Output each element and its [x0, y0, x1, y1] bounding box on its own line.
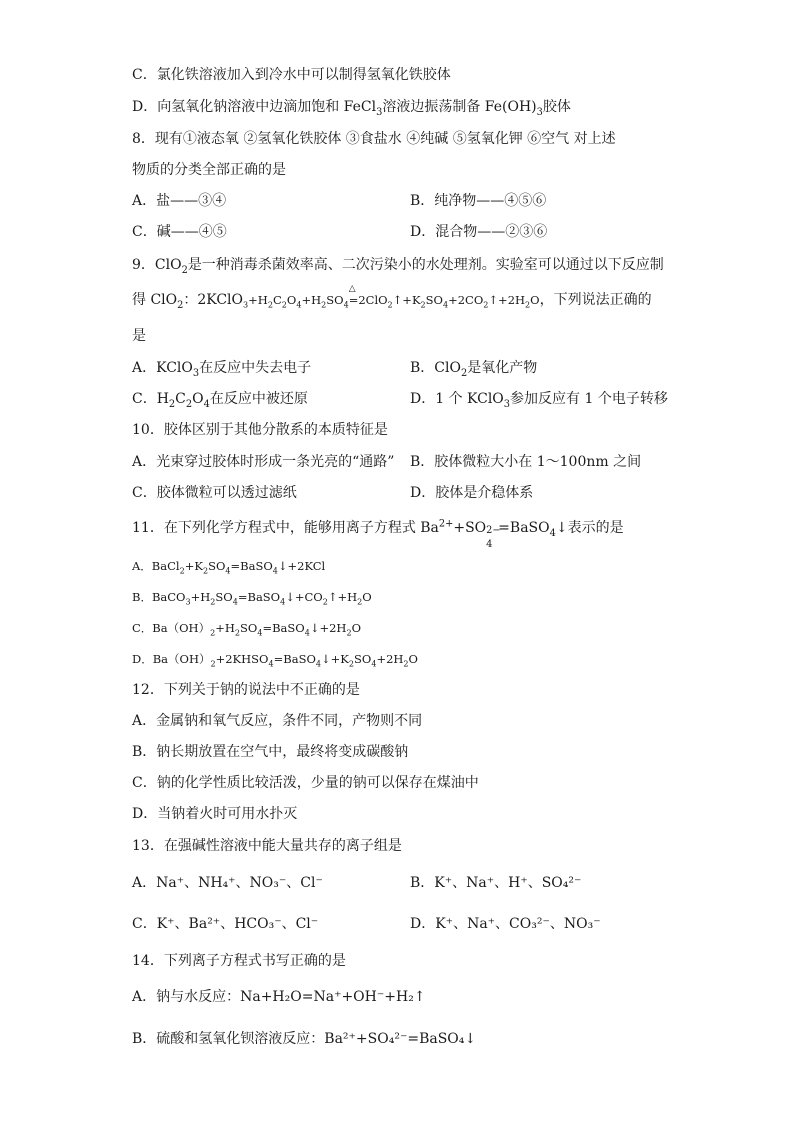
q9-s1sub: 2: [181, 264, 188, 276]
q9-a2: 3: [192, 367, 200, 379]
q11d-9: 4: [371, 659, 377, 669]
eq-t5: 2: [281, 300, 287, 310]
eq-t1: 3: [243, 300, 249, 310]
q13-option-c: C．K⁺、Ba²⁺、HCO₃⁻、Cl⁻: [132, 916, 319, 932]
q11d-10: +2H: [376, 652, 404, 666]
q10-stem: 10．胶体区别于其他分散系的本质特征是: [132, 422, 388, 438]
q11d-7: 2: [348, 659, 354, 669]
q11d-3: 4: [268, 659, 274, 669]
q9-c7: 在反应中被还原: [209, 391, 308, 407]
q9-c1: C．H: [132, 391, 169, 407]
eq-t11: 4: [343, 300, 349, 310]
q9-option-d: [410, 390, 668, 408]
q13-option-d: D．K⁺、Na⁺、CO₃²⁻、NO₃⁻: [410, 916, 601, 932]
q11b-6: =BaSO: [237, 590, 281, 604]
q8-option-d: D．混合物——②③⑥: [410, 224, 548, 240]
q12-stem: 12．下列关于钠的说法中不正确的是: [132, 682, 360, 698]
q11c-0: C．Ba（OH）: [132, 621, 211, 635]
q11a-7: 4: [272, 566, 278, 576]
q11a-6: =BaSO: [230, 559, 273, 573]
q11a-1: 2: [179, 566, 185, 576]
q11b-12: O: [362, 590, 372, 604]
q9-s2b: ：2KClO: [183, 292, 244, 308]
eq-t12: =2ClO: [348, 293, 388, 307]
q11b-9: 2: [322, 597, 328, 607]
q11b-8: ↓+CO: [285, 590, 323, 604]
q11b-7: 4: [280, 597, 286, 607]
eq-t20: ↑+2H: [488, 293, 526, 307]
q9-b1: B．ClO: [410, 360, 461, 376]
q7-d-sub2: 3: [536, 106, 543, 118]
q11d-6: ↓+K: [321, 652, 349, 666]
eq-t2: +H: [248, 293, 268, 307]
q11a-4: SO: [208, 559, 226, 573]
eq-t4: C: [272, 293, 282, 307]
q9-d1: D．1 个 KClO: [410, 391, 504, 407]
eq-t18: +2CO: [448, 293, 484, 307]
q8-option-a: A．盐——③④: [132, 193, 227, 209]
q11b-0: B．BaCO: [132, 590, 186, 604]
q11-option-b: [132, 588, 372, 606]
q11d-2: +2KHSO: [215, 652, 269, 666]
q11c-2: +H: [215, 621, 235, 635]
q9-c4: 2: [185, 398, 193, 410]
q11-option-a: [132, 557, 325, 575]
q11a-3: 2: [202, 566, 209, 576]
q9-stem-line1: [132, 256, 664, 274]
q9-a3: 在反应中失去电子: [199, 360, 312, 376]
q11-s2: 2+: [438, 518, 454, 530]
q11a-2: +K: [184, 559, 203, 573]
q9-s1a: 9．ClO: [132, 257, 182, 273]
q10-option-a: A．光束穿过胶体时形成一条光亮的“通路”: [132, 454, 395, 470]
eq-t21: 2: [525, 300, 531, 310]
q11c-8: ↓+2H: [309, 621, 347, 635]
eq-t8: +H: [301, 293, 322, 307]
q9-b3: 是氧化产物: [467, 360, 538, 376]
q14-stem: 14．下列离子方程式书写正确的是: [132, 953, 346, 969]
eq-t19: 2: [483, 300, 489, 310]
q10-option-b: B．胶体微粒大小在 1～100nm 之间: [410, 454, 642, 470]
q11b-4: SO: [215, 590, 233, 604]
q11a-0: A．BaCl: [132, 559, 180, 573]
q9-b2: 2: [460, 367, 468, 379]
q9-s2sub: 2: [177, 299, 184, 311]
q10-option-d: D．胶体是介稳体系: [410, 485, 534, 501]
q9-stem-line2: [132, 291, 652, 309]
eq-t3: 2: [267, 300, 273, 310]
q12-option-a: A．金属钠和氧气反应，条件不同，产物则不同: [132, 713, 423, 729]
q11d-4: =BaSO: [273, 652, 316, 666]
q11d-11: 2: [403, 659, 409, 669]
q11-s6: =BaSO: [498, 520, 550, 536]
q9-s1b: 是一种消毒杀菌效率高、二次污染小的水处理剂。实验室可以通过以下反应制: [187, 257, 664, 273]
q9-equation: [243, 293, 540, 310]
q11c-1: 2: [210, 628, 216, 638]
q11-s1: 11．在下列化学方程式中，能够用离子方程式 Ba: [132, 520, 439, 536]
q14-option-a: A．钠与水反应：Na+H₂O=Na⁺+OH⁻+H₂↑: [132, 989, 426, 1005]
q13-option-b: B．K⁺、Na⁺、H⁺、SO₄²⁻: [410, 875, 582, 891]
q11d-1: 2: [210, 659, 216, 669]
eq-t16: SO: [425, 293, 443, 307]
q9-d2: 3: [503, 398, 511, 410]
q9-d3: 参加反应有 1 个电子转移: [510, 391, 668, 407]
q7-d-text3: 胶体: [542, 99, 571, 115]
q11-stem: 11．在下列化学方程式中，能够用离子方程式 $Ba^{2+}+SO$ 2− 4 =BaSO$_4$↓表示的是: [132, 518, 624, 550]
q9-s2c: ，下列说法正确的: [539, 292, 652, 308]
q11a-8: ↓+2KCl: [277, 559, 326, 573]
q7-d-text2: 溶液边振荡制备 Fe(OH): [382, 99, 537, 115]
q12-option-d: D．当钠着火时可用水扑灭: [132, 806, 298, 822]
q12-option-b: B．钠长期放置在空气中，最终将变成碳酸钠: [132, 744, 409, 760]
q9-a1: A．KClO: [132, 360, 193, 376]
eq-t22: O: [530, 293, 540, 307]
q9-option-a: [132, 359, 311, 377]
q11-s8: ↓表示的是: [555, 520, 624, 536]
q9-stem-line3: 是: [132, 328, 146, 344]
eq-t6: O: [286, 293, 297, 307]
q9-c6: 4: [203, 398, 210, 410]
q8-option-b: B．纯净物——④⑤⑥: [410, 193, 547, 209]
q11c-4: SO: [240, 621, 258, 635]
q9-c5: O: [192, 391, 204, 407]
q9-s2a: 得 ClO: [132, 292, 178, 308]
q10-option-c: C．胶体微粒可以透过滤纸: [132, 485, 297, 501]
q11b-3: 2: [210, 597, 216, 607]
q11d-0: D．Ba（OH）: [132, 652, 211, 666]
eq-t17: 4: [442, 300, 449, 310]
eq-t7: 4: [296, 300, 302, 310]
heat-symbol: [349, 291, 388, 309]
q11-option-d: [132, 650, 418, 668]
q13-option-a: A．Na⁺、NH₄⁺、NO₃⁻、Cl⁻: [132, 875, 323, 891]
q8-stem-line2: 物质的分类全部正确的是: [132, 162, 286, 178]
q11b-10: ↑+H: [327, 590, 358, 604]
eq-t13: 2: [387, 300, 393, 310]
q11-s3: +SO: [453, 520, 487, 536]
q7-d-sub1: 3: [376, 106, 383, 118]
q11b-11: 2: [357, 597, 363, 607]
q11d-12: O: [408, 652, 418, 666]
q11a-5: 4: [225, 566, 231, 576]
eq-t14: ↑+K: [392, 293, 421, 307]
q9-c3: C: [175, 391, 186, 407]
q14-option-b: B．硫酸和氢氧化钡溶液反应：Ba²⁺+SO₄²⁻=BaSO₄↓: [132, 1031, 477, 1047]
q11-s7: 4: [549, 527, 556, 539]
q11c-6: =BaSO: [262, 621, 305, 635]
eq-t10: SO: [326, 293, 344, 307]
q11c-5: 4: [257, 628, 263, 638]
q7-d-text1: D．向氢氧化钠溶液中边滴加饱和 FeCl: [132, 99, 377, 115]
q7-option-d: [132, 98, 571, 116]
q11-option-c: [132, 619, 361, 637]
q11c-9: 2: [346, 628, 352, 638]
q9-option-b: [410, 359, 537, 377]
q8-stem-line1: 8．现有①液态氧 ②氢氧化铁胶体 ③食盐水 ④纯碱 ⑤氢氧化钾 ⑥空气 对上述: [132, 131, 616, 147]
q9-option-c: [132, 390, 308, 408]
q7-option-c: C．氯化铁溶液加入到冷水中可以制得氢氧化铁胶体: [132, 67, 451, 83]
q11b-1: 3: [185, 597, 191, 607]
q11b-2: +H: [190, 590, 211, 604]
q11b-5: 4: [232, 597, 238, 607]
eq-t15: 2: [420, 300, 426, 310]
q11d-8: SO: [354, 652, 372, 666]
q12-option-c: C．钠的化学性质比较活泼，少量的钠可以保存在煤油中: [132, 775, 479, 791]
q11c-10: O: [351, 621, 361, 635]
q8-option-c: C．碱——④⑤: [132, 224, 227, 240]
eq-t9: 2: [321, 300, 327, 310]
q11c-3: 2: [234, 628, 240, 638]
q11c-7: 4: [304, 628, 310, 638]
q13-stem: 13．在强碱性溶液中能大量共存的离子组是: [132, 838, 402, 854]
q11d-5: 4: [315, 659, 321, 669]
q9-c2: 2: [168, 398, 176, 410]
